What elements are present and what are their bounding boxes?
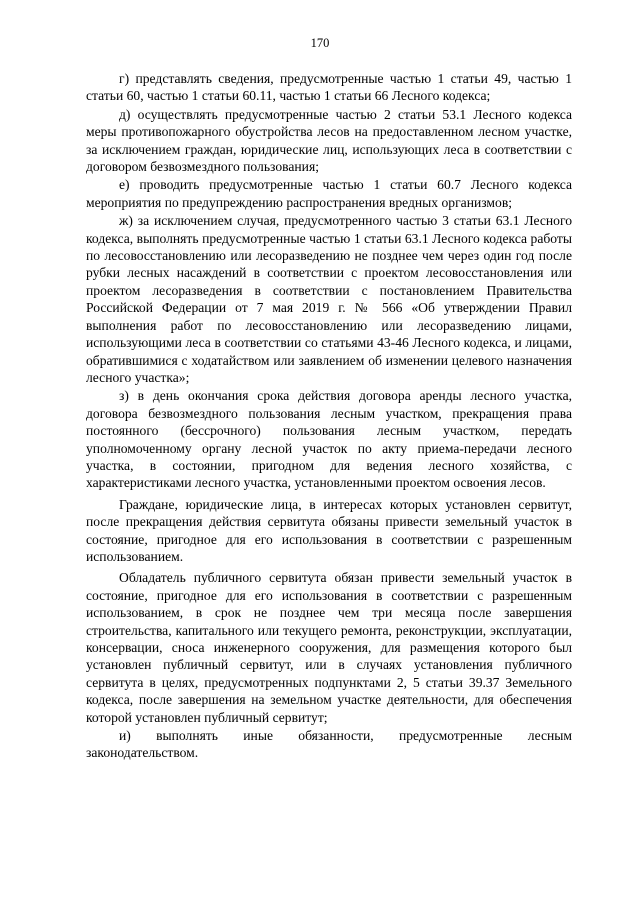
paragraph-item-g: г) представлять сведения, предусмотренные частью 1 статьи 49, частью 1 статьи 60, частью 1 статьи 60.11, частью 1 статьи 66 Лесного кодекса; xyxy=(86,71,572,104)
paragraph-item-zh: ж) за исключением случая, предусмотренного частью 3 статьи 63.1 Лесного кодекса, выполнять предусмотренные частью 1 статьи 63.1 Лесного кодекса работы по лесовосстановлению или лесоразведению не позднее чем через один год после рубки лесных насаждений в соответствии с проектом лесовосстановления или проектом лесоразведения в соответствии с постановлением Правительства Российской Федерации от 7 мая 2019 г. № 566 «Об утверждении Правил выполнения работ по лесовосстановлению или лесоразведению лицами, использующими леса в соответствии со статьями 43-46 Лесного кодекса, и лицами, обратившимися с ходатайством или заявлением об изменении целевого назначения лесного участка»; xyxy=(86,213,572,385)
paragraph-servitude-citizens: Граждане, юридические лица, в интересах которых установлен сервитут, после прекращения действия сервитута обязаны привести земельный участок в состояние, пригодное для его использования в соответствии с разрешенным использованием. xyxy=(86,496,572,564)
document-body xyxy=(86,70,572,763)
paragraph-item-i: и) выполнять иные обязанности, предусмотренные лесным законодательством. xyxy=(86,728,572,761)
paragraph-item-e: е) проводить предусмотренные частью 1 статьи 60.7 Лесного кодекса мероприятия по предупреждению распространения вредных организмов; xyxy=(86,177,572,210)
paragraph-item-z: з) в день окончания срока действия договора аренды лесного участка, договора безвозмездного пользования лесным участком, прекращения права постоянного (бессрочного) пользования лесным участком, передать уполномоченному органу лесной участок по акту приема-передачи лесного участка, в состоянии, пригодном для ведения лесного хозяйства, с характеристиками лесного участка, установленными проектом освоения лесов. xyxy=(86,388,572,491)
paragraph-public-servitude: Обладатель публичного сервитута обязан привести земельный участок в состояние, пригодное для его использования в соответствии с разрешенным использованием, в срок не позднее чем три месяца после завершения строительства, капитального или текущего ремонта, реконструкции, эксплуатации, консервации, сноса инженерного сооружения, для размещения которого был установлен публичный сервитут, или в случаях установления публичного сервитута в целях, предусмотренных подпунктами 2, 5 статьи 39.37 Земельного кодекса, после завершения на земельном участке деятельности, для обеспечения которой установлен публичный сервитут; xyxy=(86,570,572,725)
paragraph-item-d: д) осуществлять предусмотренные частью 2 статьи 53.1 Лесного кодекса меры противопожарного обустройства лесов на предоставленном лесном участке, за исключением граждан, юридические лиц, использующих леса в соответствии с договором безвозмездного пользования; xyxy=(86,106,572,175)
page-number: 170 xyxy=(310,36,330,50)
